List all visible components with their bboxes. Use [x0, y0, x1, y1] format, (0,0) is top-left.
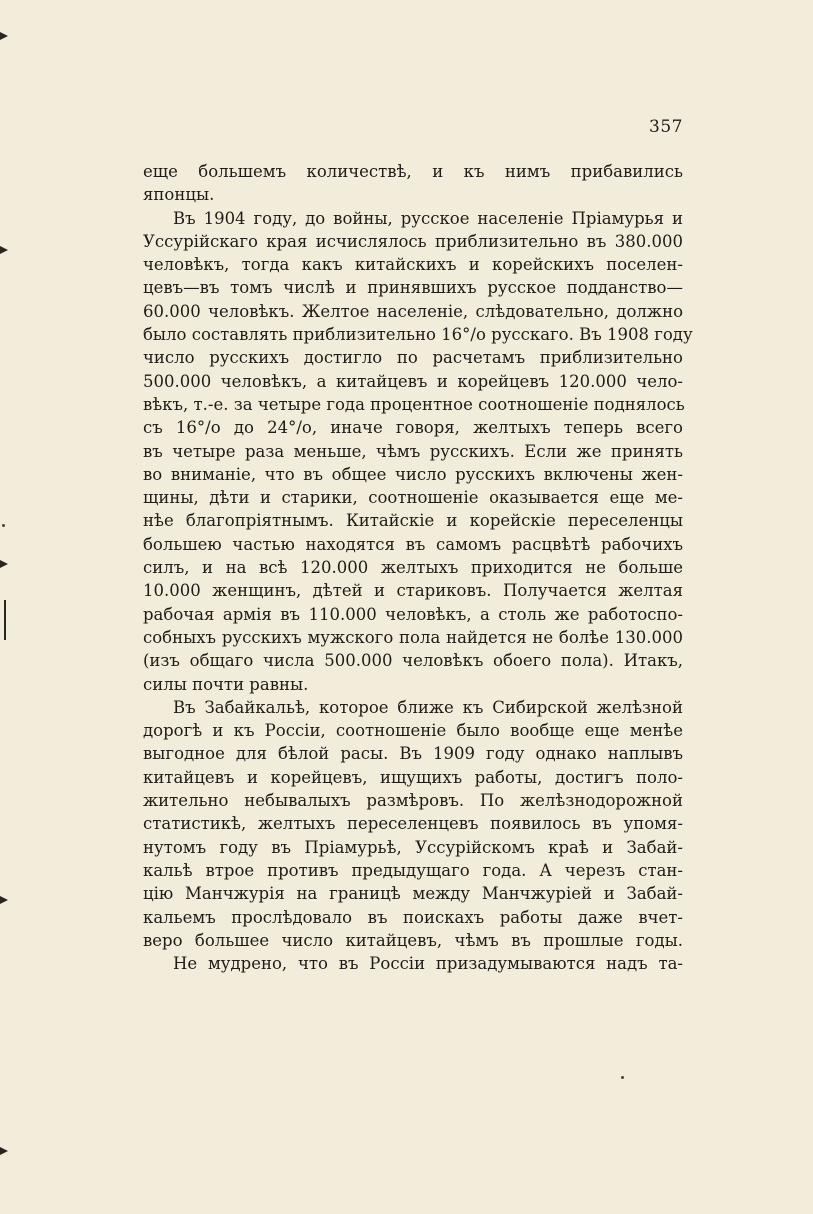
text-line: число русскихъ достигло по расчетамъ приблизительно	[143, 348, 683, 368]
text-line: статистикѣ, желтыхъ переселенцевъ появилось въ упомя-	[143, 814, 683, 834]
text-line: человѣкъ, тогда какъ китайскихъ и корейскихъ поселен-	[143, 255, 683, 275]
text-line: силъ, и на всѣ 120.000 желтыхъ приходится не больше	[143, 558, 683, 578]
text-line: силы почти равны.	[143, 674, 309, 694]
text-line: нѣе благопріятнымъ. Китайскіе и корейскіе переселенцы	[143, 511, 683, 531]
text-line: выгодное для бѣлой расы. Въ 1909 году однако наплывъ	[143, 744, 683, 764]
scan-edge-mark	[0, 560, 8, 568]
text-line: съ 16°/о до 24°/о, иначе говоря, желтыхъ теперь всего	[143, 418, 683, 438]
text-line: кальѣ втрое противъ предыдущаго года. А черезъ стан-	[143, 860, 683, 880]
text-line: (изъ общаго числа 500.000 человѣкъ обоего пола). Итакъ,	[143, 651, 683, 671]
scan-edge-mark	[0, 1147, 8, 1155]
text-line: большею частью находятся въ самомъ расцвѣтѣ рабочихъ	[143, 534, 683, 554]
scan-edge-mark	[0, 32, 8, 40]
text-line: дорогѣ и къ Россіи, соотношеніе было вообще еще менѣе	[143, 721, 683, 741]
text-line: Въ Забайкальѣ, которое ближе къ Сибирской желѣзной	[173, 697, 683, 717]
text-line: собныхъ русскихъ мужского пола найдется не болѣе 130.000	[143, 627, 683, 647]
text-line: во вниманіе, что въ общее число русскихъ включены жен-	[143, 464, 683, 484]
text-line: жительно небывалыхъ размѣровъ. По желѣзнодорожной	[143, 791, 683, 811]
text-line: щины, дѣти и старики, соотношеніе оказывается еще ме-	[143, 488, 683, 508]
text-line: 10.000 женщинъ, дѣтей и стариковъ. Получается желтая	[143, 581, 683, 601]
scan-edge-mark	[0, 896, 8, 904]
text-line: кальемъ прослѣдовало въ поискахъ работы даже вчет-	[143, 907, 683, 927]
page-number: 357	[649, 117, 683, 137]
text-line: Не мудрено, что въ Россіи призадумываются надъ та-	[173, 954, 683, 974]
text-line: 60.000 человѣкъ. Желтое населеніе, слѣдовательно, должно	[143, 301, 683, 321]
scan-speck	[2, 524, 5, 527]
text-line: вѣкъ, т.-е. за четыре года процентное соотношеніе поднялось	[143, 394, 685, 414]
text-line: въ четыре раза меньше, чѣмъ русскихъ. Если же принять	[143, 441, 683, 461]
text-line: Въ 1904 году, до войны, русское населеніе Пріамурья и	[173, 208, 683, 228]
body-text	[143, 160, 693, 975]
scan-speck	[621, 1076, 624, 1079]
text-line: нутомъ году въ Пріамурьѣ, Уссурійскомъ краѣ и Забай-	[143, 837, 683, 857]
text-line: китайцевъ и корейцевъ, ищущихъ работы, достигъ поло-	[143, 767, 683, 787]
text-line: японцы.	[143, 185, 215, 205]
scan-edge-mark	[0, 246, 8, 254]
text-line: было составлять приблизительно 16°/о русскаго. Въ 1908 году	[143, 325, 693, 345]
scan-edge-mark	[4, 600, 6, 640]
text-line: рабочая армія въ 110.000 человѣкъ, а столь же работоспо-	[143, 604, 683, 624]
text-line: цевъ—въ томъ числѣ и принявшихъ русское подданство—	[143, 278, 683, 298]
text-line: Уссурійскаго края исчислялось приблизительно въ 380.000	[143, 231, 683, 251]
text-line: цію Манчжурія на границѣ между Манчжуріей и Забай-	[143, 884, 683, 904]
text-line: 500.000 человѣкъ, а китайцевъ и корейцевъ 120.000 чело-	[143, 371, 683, 391]
text-line: еще большемъ количествѣ, и къ нимъ прибавились	[143, 162, 683, 181]
text-line: веро большее число китайцевъ, чѣмъ въ прошлые годы.	[143, 930, 683, 950]
